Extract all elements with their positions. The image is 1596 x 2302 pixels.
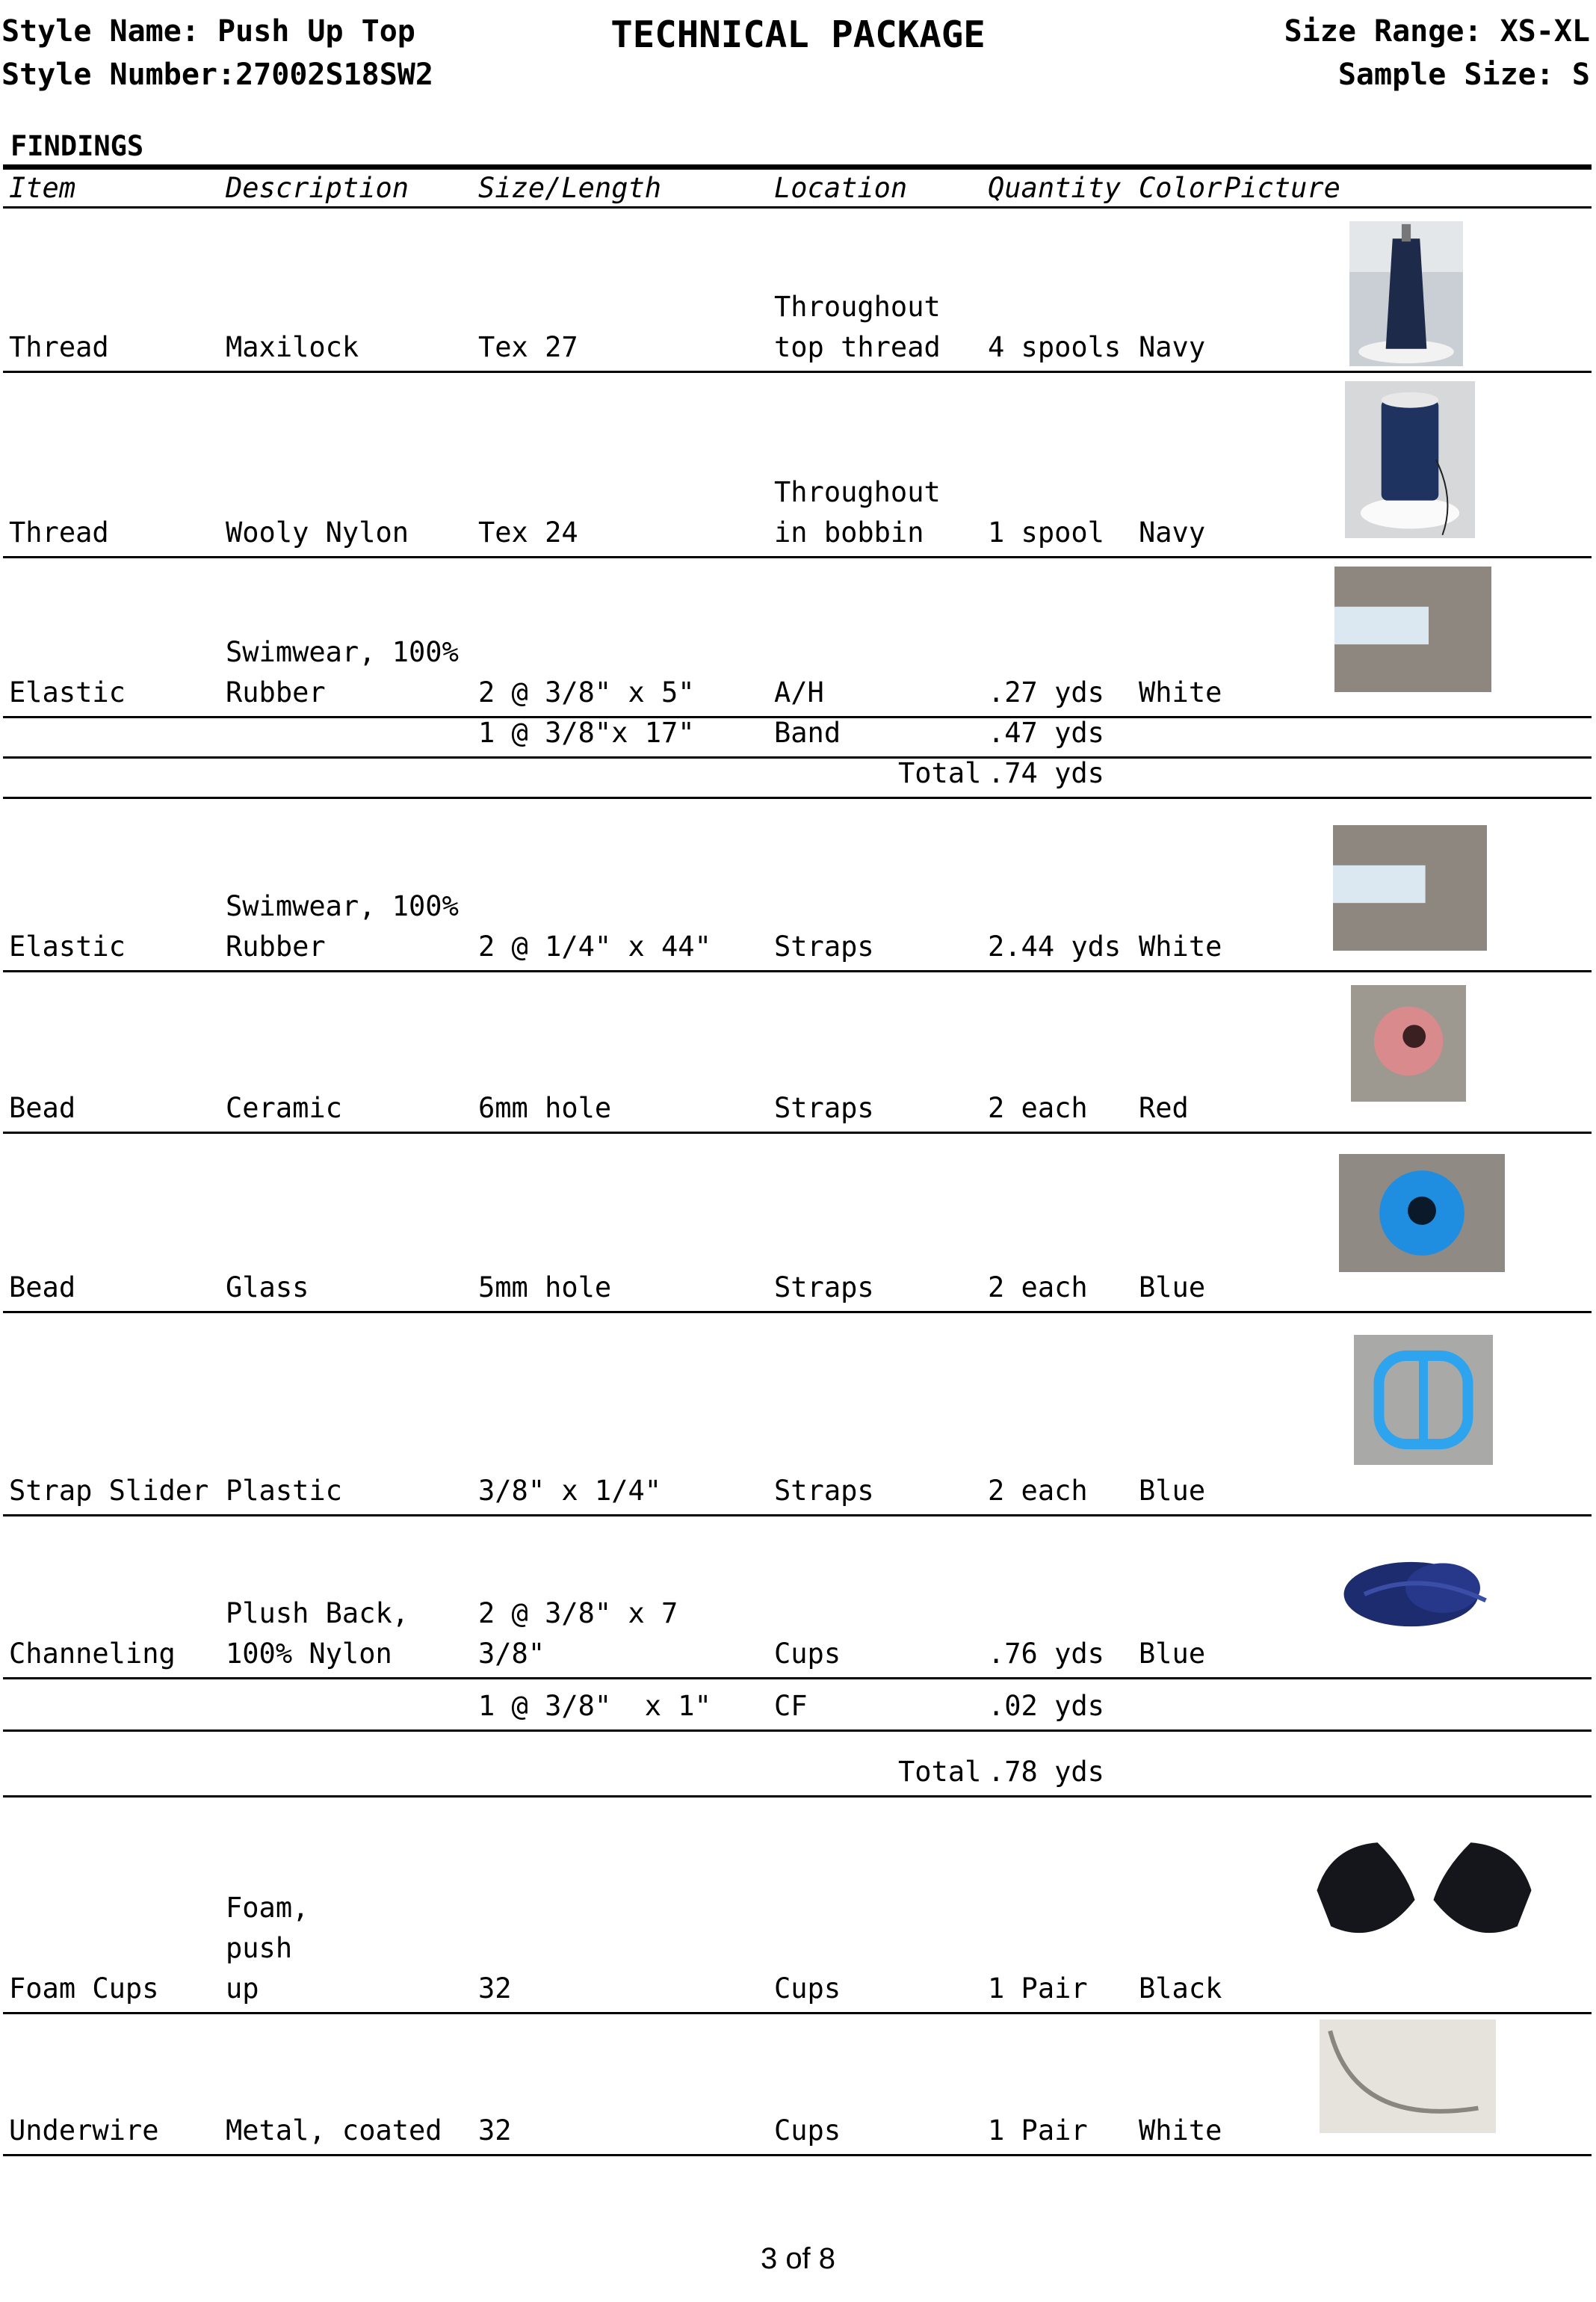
cell-quantity: 1 Pair: [988, 2114, 1088, 2147]
cell-quantity: 1 Pair: [988, 1972, 1088, 2005]
cell-description: Metal, coated: [226, 2114, 442, 2147]
red-ceramic-bead-image: [1351, 985, 1466, 1102]
cell-item: Strap Slider: [9, 1475, 209, 1507]
cell-location: Straps: [774, 1092, 874, 1124]
cell-size: 1 @ 3/8" x 1": [478, 1690, 711, 1722]
metal-underwire-image: [1320, 2019, 1496, 2133]
cell-quantity: .02 yds: [988, 1690, 1104, 1722]
blue-glass-bead-image: [1339, 1154, 1505, 1272]
black-foam-cups-image: [1308, 1840, 1541, 1960]
cell-size: 3/8" x 1/4": [478, 1475, 662, 1507]
cell-location: Throughout in bobbin: [774, 476, 941, 549]
row-divider: [3, 1514, 1592, 1516]
blue-channeling-bundle-image: [1327, 1532, 1514, 1656]
cell-quantity: 2 each: [988, 1092, 1088, 1124]
row-divider: [3, 2012, 1592, 2014]
cell-location: Straps: [774, 1475, 874, 1507]
cell-quantity: 2.44 yds: [988, 931, 1122, 963]
cell-item: Bead: [9, 1271, 76, 1303]
cell-item: Channeling: [9, 1638, 176, 1670]
cell-color: Blue: [1139, 1475, 1206, 1507]
column-header-quantity: Quantity: [988, 172, 1122, 204]
cell-size: 5mm hole: [478, 1271, 612, 1303]
row-divider: [3, 1677, 1592, 1679]
cell-description: Swimwear, 100% Rubber: [226, 636, 459, 709]
cell-size: 32: [478, 1972, 512, 2005]
cell-quantity: 1 spool: [988, 516, 1104, 549]
cell-description: Swimwear, 100% Rubber: [226, 890, 459, 963]
cell-color: Navy: [1139, 331, 1206, 363]
column-header-size: Size/Length: [478, 172, 662, 204]
navy-wooly-nylon-spool-image: [1345, 381, 1475, 538]
cell-item: Thread: [9, 331, 109, 363]
cell-description: Plush Back, 100% Nylon: [226, 1597, 409, 1670]
cell-item: Bead: [9, 1092, 76, 1124]
cell-item: Foam Cups: [9, 1972, 159, 2005]
cell-color: Blue: [1139, 1638, 1206, 1670]
row-divider: [3, 1729, 1592, 1732]
cell-size: 2 @ 1/4" x 44": [478, 931, 711, 963]
cell-location: Cups: [774, 1972, 841, 2005]
cell-item: Thread: [9, 516, 109, 549]
cell-description: Plastic: [226, 1475, 342, 1507]
row-divider: [3, 756, 1592, 759]
white-elastic-swatch-image: [1333, 825, 1487, 951]
cell-quantity: .74 yds: [988, 757, 1104, 789]
cell-size: 6mm hole: [478, 1092, 612, 1124]
style-name: Style Name: Push Up Top: [1, 14, 415, 49]
cell-location: A/H: [774, 676, 824, 709]
row-divider: [3, 970, 1592, 972]
cell-description: Wooly Nylon: [226, 516, 409, 549]
cell-description: Maxilock: [226, 331, 359, 363]
cell-color: Blue: [1139, 1271, 1206, 1303]
cell-quantity: 2 each: [988, 1475, 1088, 1507]
cell-location: Band: [774, 717, 841, 749]
sample-size: Sample Size: S: [1337, 58, 1590, 92]
cell-location: Cups: [774, 2114, 841, 2147]
cell-color: Navy: [1139, 516, 1206, 549]
cell-location: Total: [898, 757, 982, 789]
row-divider: [3, 797, 1592, 799]
page-number: 3 of 8: [760, 2242, 836, 2275]
cell-location: Straps: [774, 1271, 874, 1303]
cell-location: Throughout top thread: [774, 291, 941, 363]
cell-description: Foam, push up: [226, 1892, 309, 2005]
cell-location: Cups: [774, 1638, 841, 1670]
cell-description: Ceramic: [226, 1092, 342, 1124]
cell-size: 2 @ 3/8" x 7 3/8": [478, 1597, 678, 1670]
cell-quantity: .76 yds: [988, 1638, 1104, 1670]
cell-color: White: [1139, 676, 1222, 709]
cell-size: 1 @ 3/8"x 17": [478, 717, 695, 749]
cell-location: Total: [898, 1756, 982, 1788]
row-divider: [3, 371, 1592, 373]
column-header-description: Description: [226, 172, 409, 204]
cell-quantity: 4 spools: [988, 331, 1122, 363]
blue-strap-slider-image: [1354, 1335, 1493, 1465]
cell-item: Underwire: [9, 2114, 159, 2147]
header-rule: [3, 206, 1592, 209]
row-divider: [3, 1795, 1592, 1798]
row-divider: [3, 556, 1592, 558]
cell-quantity: .78 yds: [988, 1756, 1104, 1788]
cell-quantity: .47 yds: [988, 717, 1104, 749]
size-range: Size Range: XS-XL: [1284, 14, 1590, 49]
navy-thread-cone-image: [1349, 221, 1463, 366]
cell-location: CF: [774, 1690, 808, 1722]
cell-quantity: .27 yds: [988, 676, 1104, 709]
row-divider: [3, 1132, 1592, 1134]
cell-color: White: [1139, 2114, 1222, 2147]
cell-quantity: 2 each: [988, 1271, 1088, 1303]
style-number: Style Number:27002S18SW2: [1, 58, 433, 92]
row-divider: [3, 1311, 1592, 1313]
column-header-picture: Picture: [1224, 172, 1340, 204]
cell-color: White: [1139, 931, 1222, 963]
cell-location: Straps: [774, 931, 874, 963]
column-header-location: Location: [774, 172, 908, 204]
cell-color: Red: [1139, 1092, 1189, 1124]
cell-size: 2 @ 3/8" x 5": [478, 676, 695, 709]
column-header-color: Color: [1139, 172, 1222, 204]
row-divider: [3, 2154, 1592, 2156]
cell-item: Elastic: [9, 931, 126, 963]
column-header-item: Item: [9, 172, 76, 204]
cell-item: Elastic: [9, 676, 126, 709]
cell-size: Tex 27: [478, 331, 578, 363]
white-elastic-swatch-image: [1334, 567, 1491, 692]
cell-size: Tex 24: [478, 516, 578, 549]
cell-color: Black: [1139, 1972, 1222, 2005]
section-title: FINDINGS: [10, 130, 144, 162]
cell-size: 32: [478, 2114, 512, 2147]
cell-description: Glass: [226, 1271, 309, 1303]
page-title: TECHNICAL PACKAGE: [610, 13, 986, 56]
